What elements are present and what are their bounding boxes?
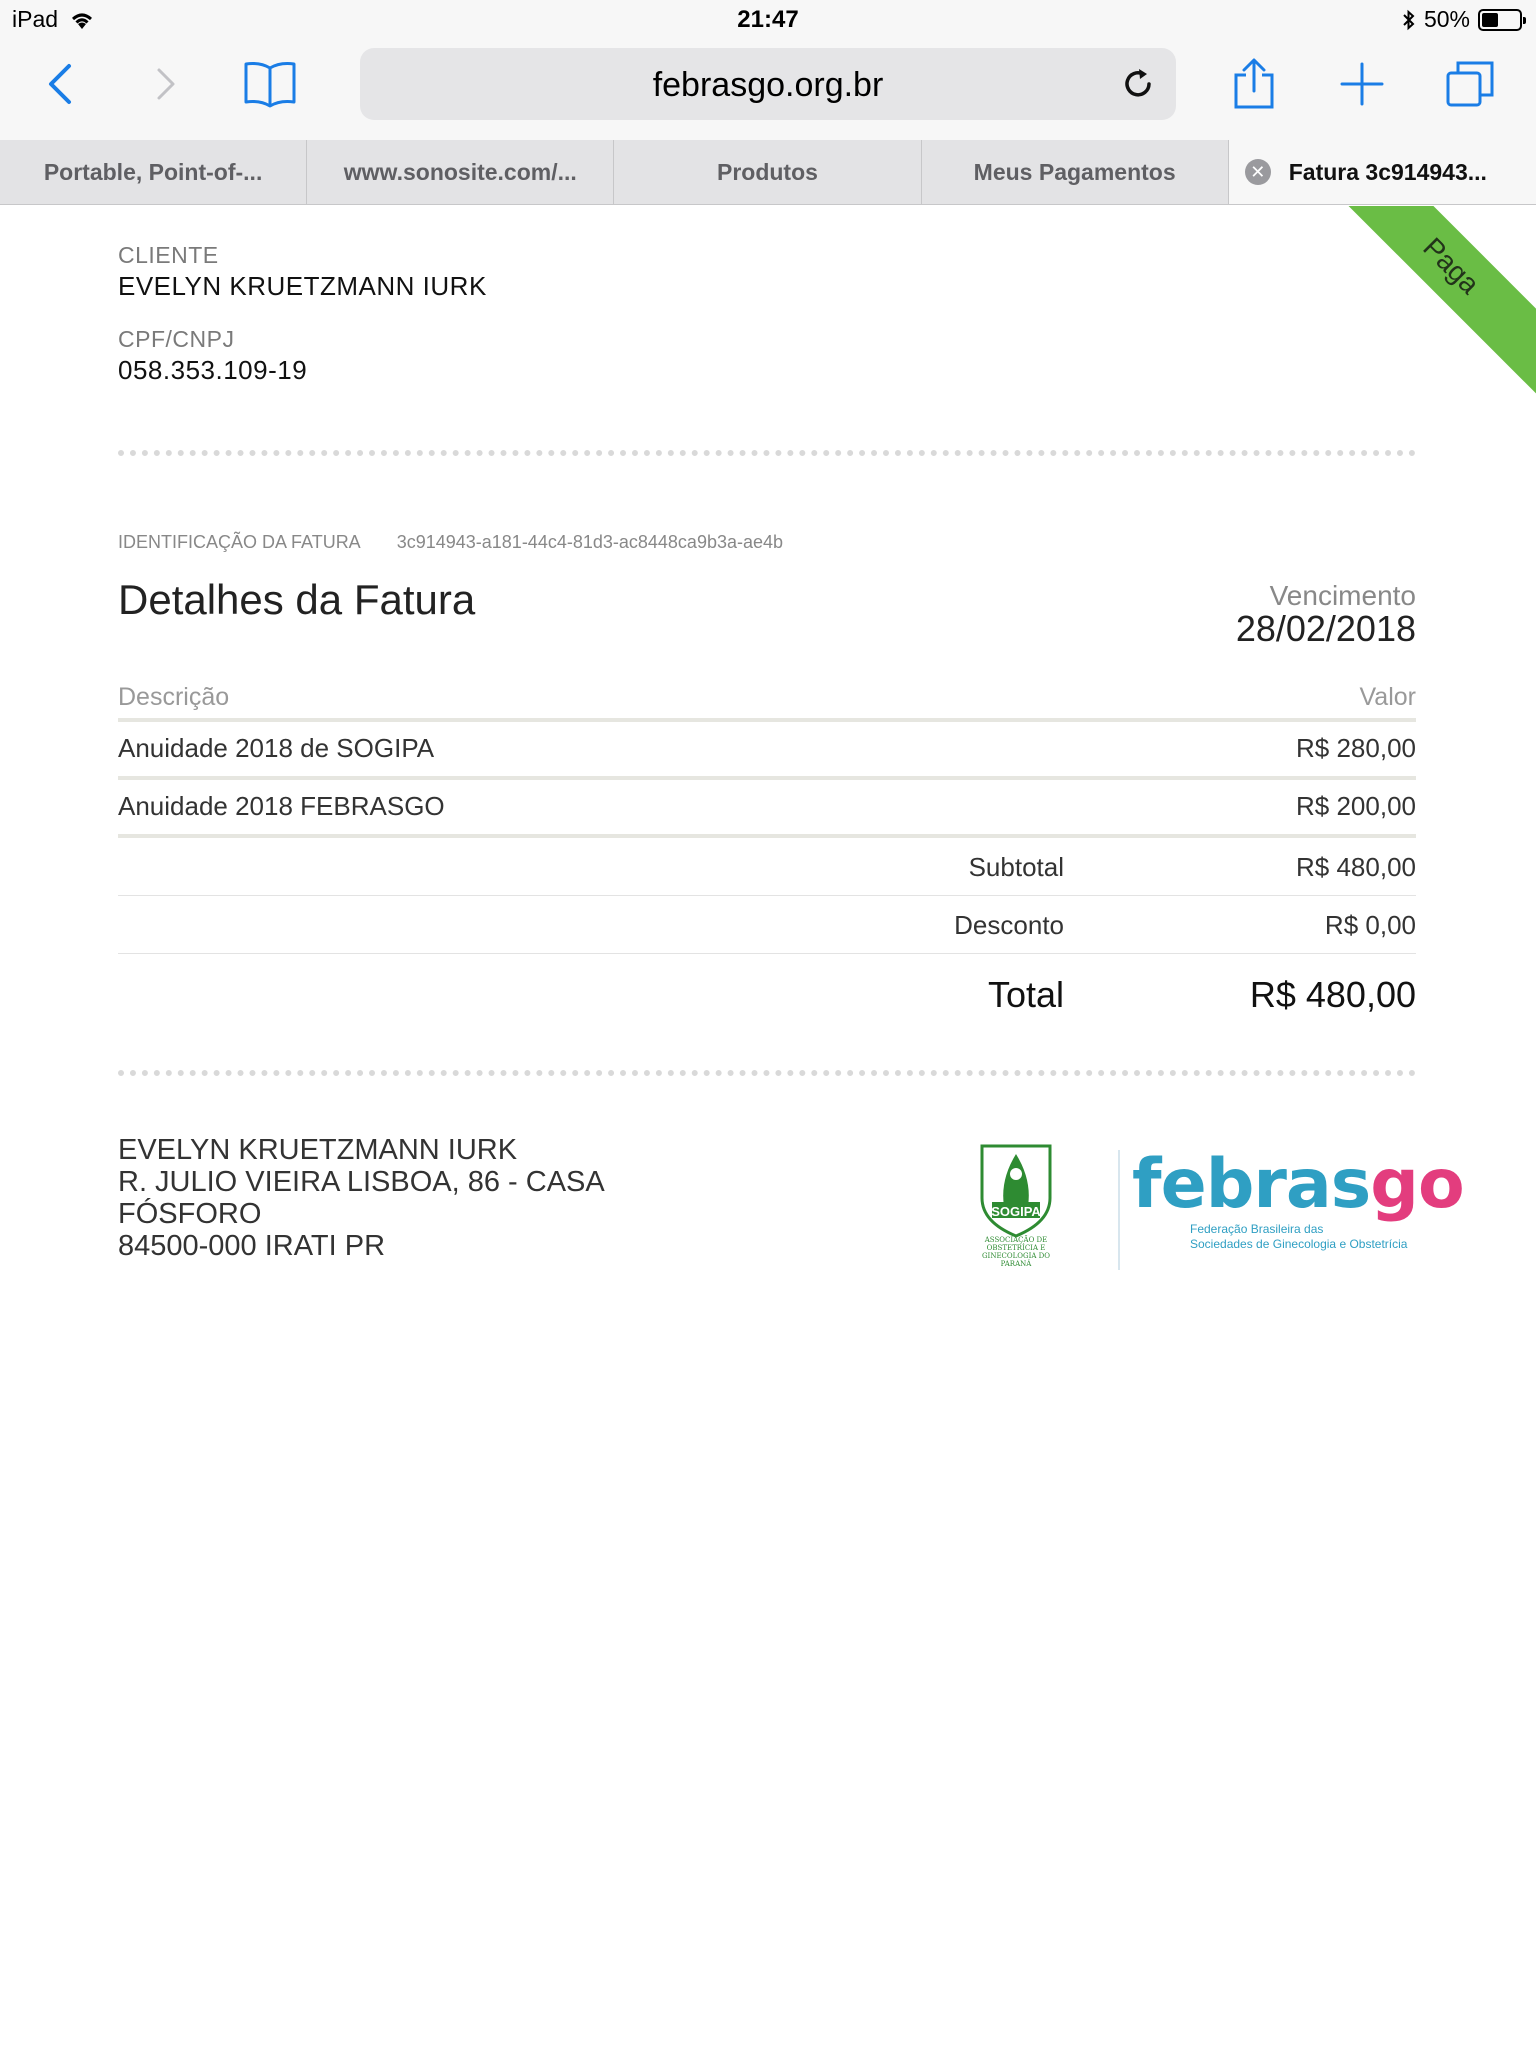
discount-value: R$ 0,00 [1324,910,1416,940]
status-right [1402,6,1522,33]
due-date: 28/02/2018 [1235,608,1416,649]
back-button[interactable] [30,54,90,114]
invoice-id [118,532,783,553]
table-header [118,676,1416,722]
col-value: Valor [1359,683,1416,711]
bookmarks-button[interactable] [240,54,300,114]
tab-produtos[interactable] [614,140,921,204]
address-line: FÓSFORO [118,1198,262,1230]
febrasgo-wordmark: febrasgo [1132,1145,1464,1224]
sogipa-logo [978,1140,1054,1270]
total-label: Total [987,974,1064,1015]
discount-row [118,896,1416,954]
tab-label: www.sonosite.com/... [343,158,577,185]
tab-fatura[interactable] [1229,140,1536,204]
share-icon [1232,57,1276,111]
febrasgo-logo [1118,1145,1464,1270]
doc-value: 058.353.109-19 [118,355,308,385]
device-name: iPad [12,6,59,32]
address-line: R. JULIO VIEIRA LISBOA, 86 - CASA [118,1166,605,1198]
chevron-right-icon [151,62,181,106]
subtotal-row [118,838,1416,896]
tab-label: Portable, Point-of-... [43,158,263,185]
book-icon [242,60,298,108]
battery-level [1482,13,1498,27]
item-value: R$ 200,00 [1296,791,1416,821]
tab-bar [0,140,1536,205]
invoice-table [118,676,1416,1024]
discount-label: Desconto [954,910,1064,940]
tabs-overview-button[interactable] [1440,54,1500,114]
table-row [118,780,1416,838]
subtotal-label: Subtotal [968,852,1064,882]
reload-icon [1121,67,1155,101]
new-tab-button[interactable] [1332,54,1392,114]
divider [118,450,1416,456]
tabs-icon [1444,59,1496,109]
share-button[interactable] [1224,54,1284,114]
doc-label: CPF/CNPJ [118,326,235,352]
tab-sonosite[interactable] [307,140,614,204]
close-tab-icon[interactable]: ✕ [1245,159,1271,185]
client-name: EVELYN KRUETZMANN IURK [118,271,487,301]
col-description: Descrição [118,683,230,711]
tab-portable[interactable] [0,140,307,204]
address-line: EVELYN KRUETZMANN IURK [118,1134,518,1166]
item-value: R$ 280,00 [1296,733,1416,763]
address-bar[interactable] [360,48,1176,120]
plus-icon [1339,61,1385,107]
item-description: Anuidade 2018 de SOGIPA [118,733,435,763]
total-row [118,954,1416,1024]
battery-percent: 50% [1423,6,1470,32]
divider [118,1070,1416,1076]
clock: 21:47 [737,6,799,33]
chevron-left-icon [45,62,75,106]
subtotal-value: R$ 480,00 [1296,852,1416,882]
forward-button[interactable] [136,54,196,114]
client-label: CLIENTE [118,242,219,268]
billing-address [118,1134,605,1262]
page-title: Detalhes da Fatura [118,576,476,623]
tab-label: Produtos [716,158,818,185]
client-block [118,242,1416,386]
tab-label: Meus Pagamentos [973,158,1176,185]
battery-icon [1478,9,1522,31]
paid-ribbon: Paga [1278,206,1536,439]
reload-button[interactable] [1112,58,1164,110]
address-line: 84500-000 IRATI PR [118,1230,386,1262]
sogipa-name: SOGIPA [991,1204,1041,1219]
sogipa-sub: ASSOCIAÇÃO DE OBSTETRÍCIA E GINECOLOGIA DO PARANÁ [981,1236,1051,1268]
url-text[interactable]: febrasgo.org.br [652,66,884,104]
invoice-page [0,206,1536,2048]
browser-toolbar [0,40,1536,140]
invoice-id-label: IDENTIFICAÇÃO DA FATURA [118,532,361,552]
tab-meus-pagamentos[interactable] [922,140,1229,204]
item-description: Anuidade 2018 FEBRASGO [118,791,445,821]
due-label: Vencimento [1269,580,1416,611]
table-row [118,722,1416,780]
total-value: R$ 480,00 [1249,974,1416,1015]
bluetooth-icon [1402,9,1416,31]
febrasgo-subtitle: Federação Brasileira das Sociedades de Ginecologia e Obstetrícia [1190,1222,1408,1251]
status-bar [0,0,1536,40]
invoice-id-value: 3c914943-a181-44c4-81d3-ac8448ca9b3a-ae4b [396,532,784,552]
tab-label: Fatura 3c914943... [1288,158,1487,185]
